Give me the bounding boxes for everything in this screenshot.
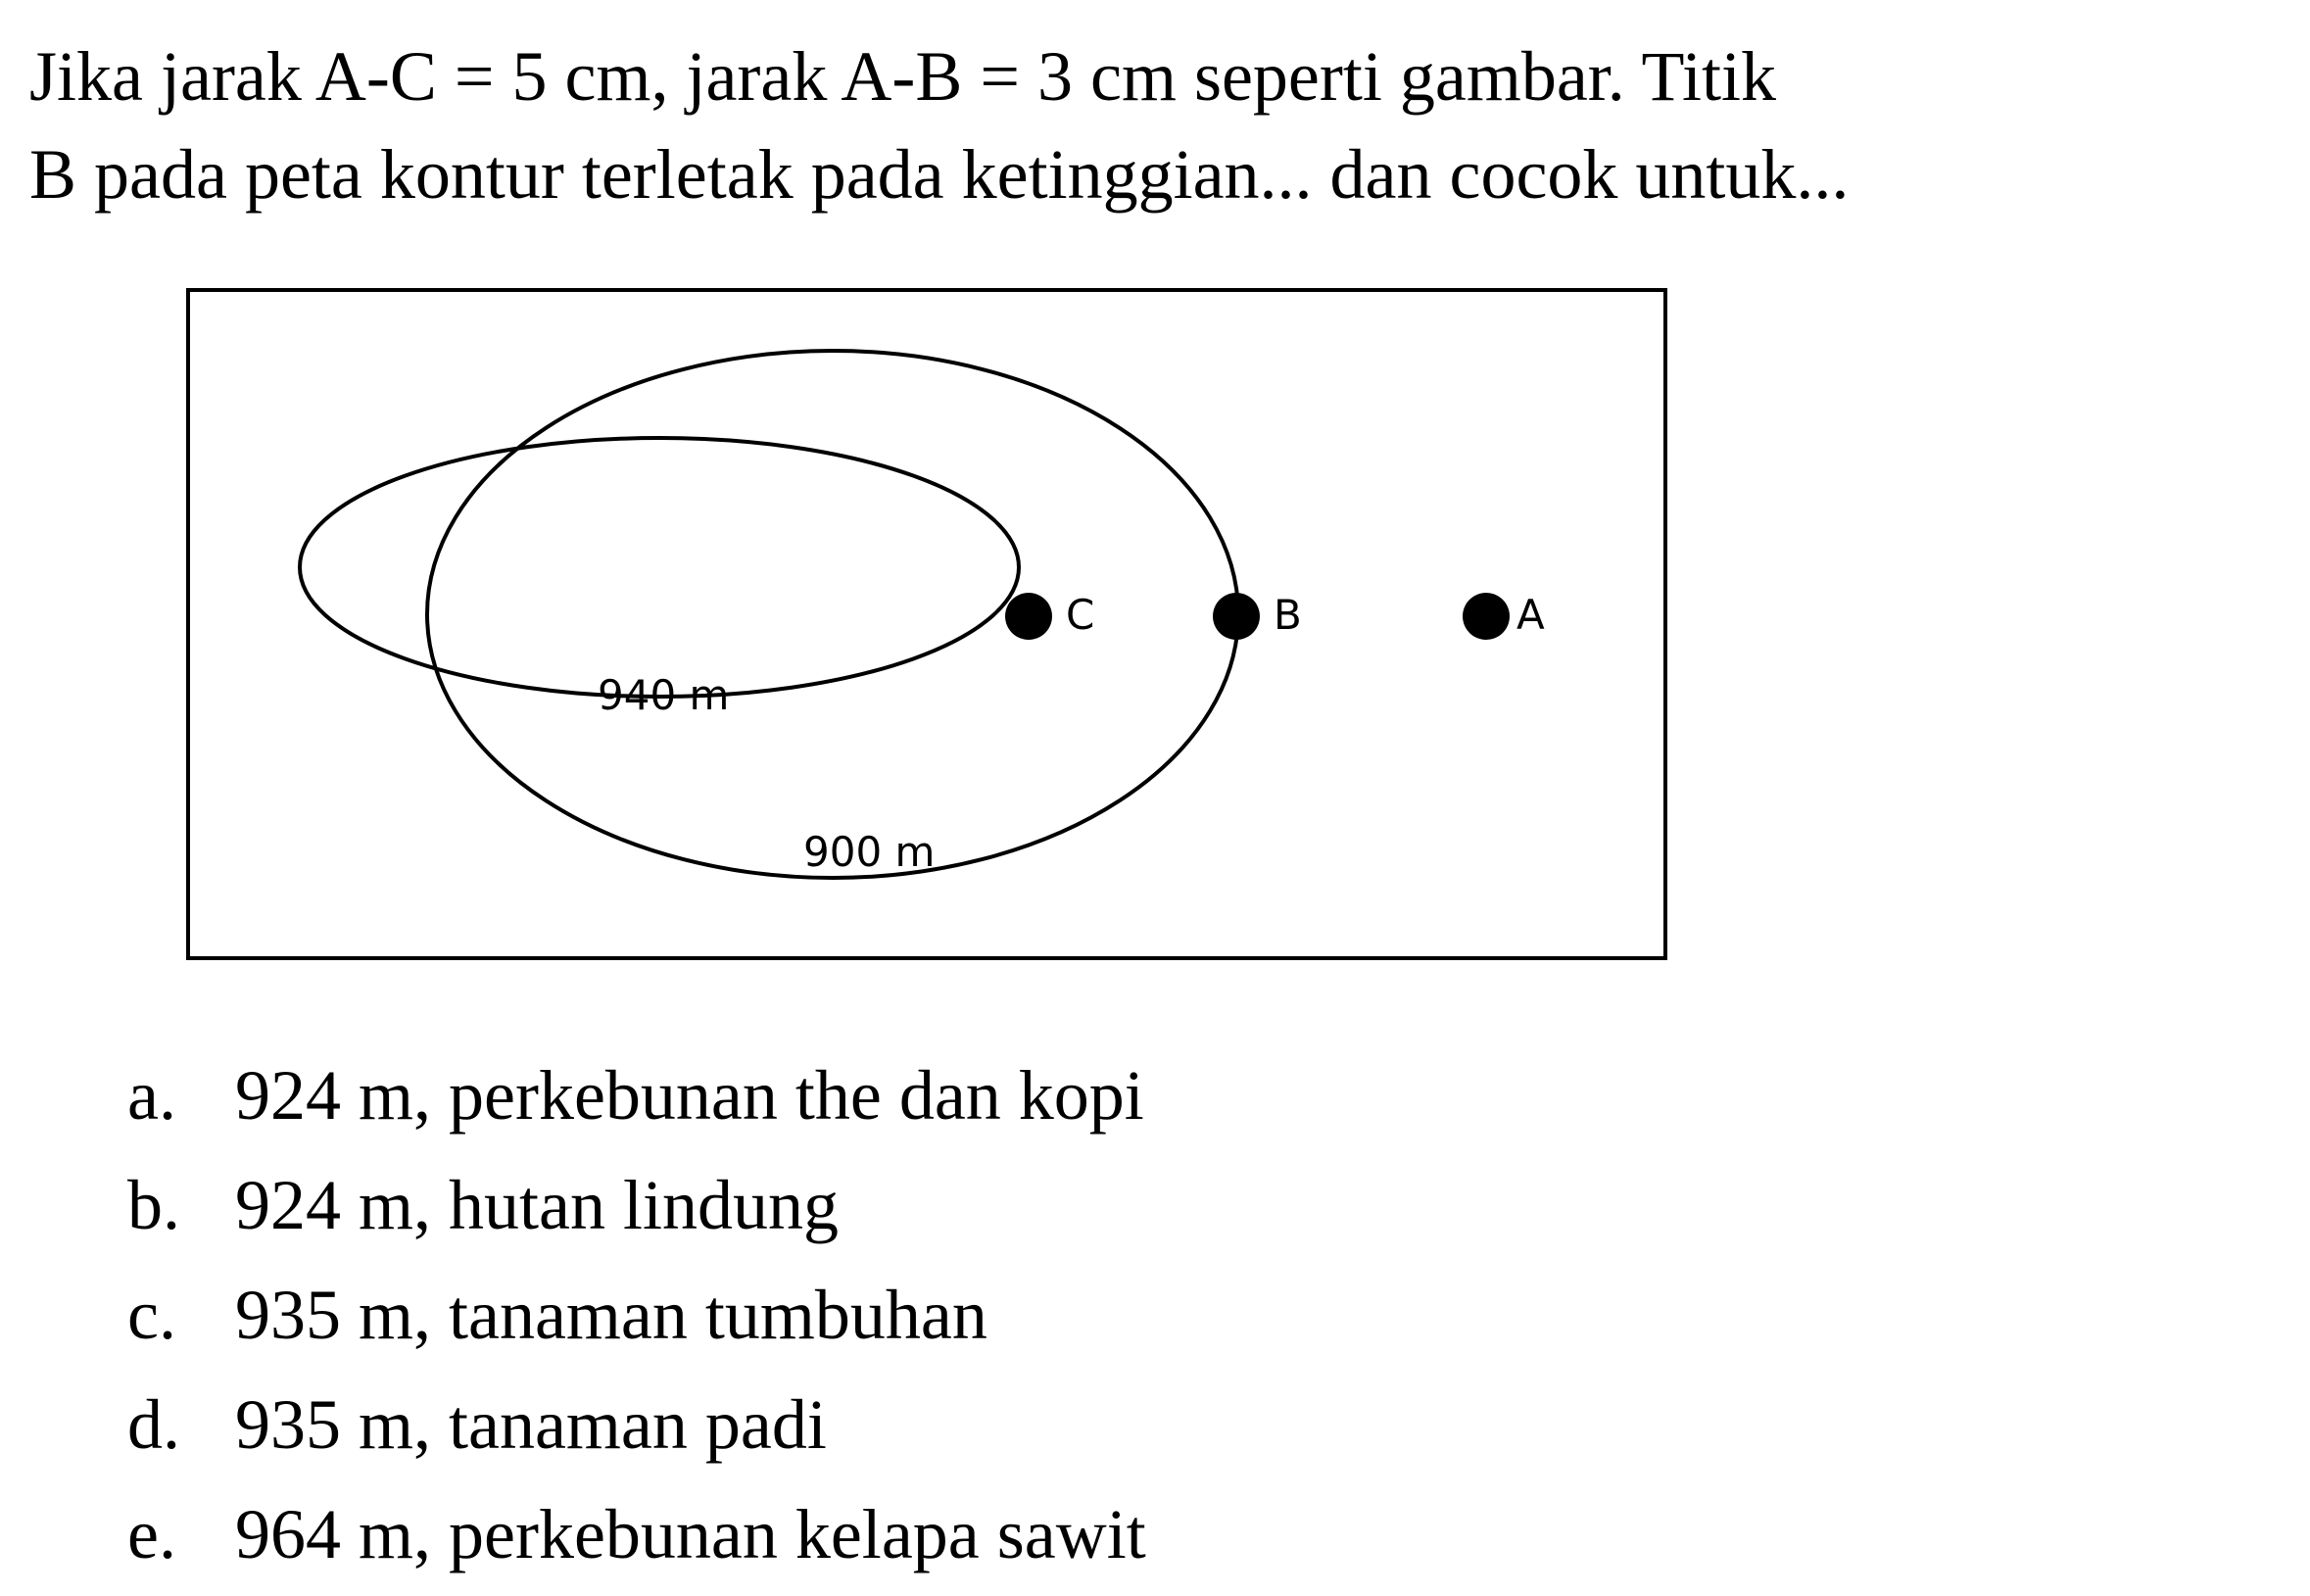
option-letter: e. [127,1495,176,1573]
option-e[interactable] [127,1479,1146,1589]
contour-label-900: 900 m [803,828,936,876]
option-c[interactable] [127,1260,1146,1370]
point-b-marker [1213,593,1260,640]
point-a-marker [1463,593,1510,640]
option-text: 924 m, perkebunan the dan kopi [235,1056,1144,1135]
question-line-2: B pada peta kontur terletak pada ketinggian... dan cocok untuk... [29,135,1850,214]
point-a-label: A [1516,591,1545,639]
option-letter: b. [127,1166,180,1244]
option-letter: c. [127,1276,176,1354]
answer-options [127,1040,1146,1589]
option-text: 935 m, tanaman padi [235,1385,827,1464]
point-c-label: C [1066,591,1095,639]
option-letter: a. [127,1056,176,1135]
option-text: 935 m, tanaman tumbuhan [235,1276,987,1354]
option-d[interactable] [127,1370,1146,1479]
option-b[interactable] [127,1150,1146,1260]
contour-map-figure [186,288,1667,960]
point-c-marker [1005,593,1052,640]
option-a[interactable] [127,1040,1146,1150]
option-text: 924 m, hutan lindung [235,1166,839,1244]
point-b-label: B [1274,591,1302,639]
option-text: 964 m, perkebunan kelapa sawit [235,1495,1146,1573]
contour-label-940: 940 m [598,671,730,719]
option-letter: d. [127,1385,180,1464]
contour-map [186,288,1667,960]
question-text [29,27,2283,223]
question-line-1: Jika jarak A-C = 5 cm, jarak A-B = 3 cm seperti gambar. Titik [29,37,1776,116]
